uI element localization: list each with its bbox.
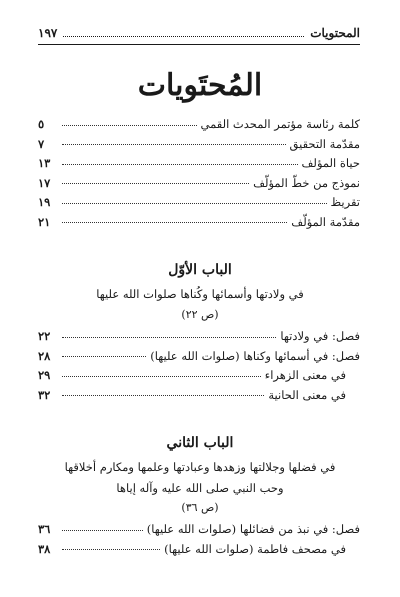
toc-entry-title: فصل: في أسمائها وكناها (صلوات الله عليها): [150, 348, 360, 363]
chapter-2-page-ref: (ص ٣٦): [181, 501, 219, 514]
toc-leader-dots: [62, 144, 286, 145]
toc-entry-page: ٢١: [38, 214, 51, 229]
header-page-number: ١٩٧: [38, 26, 58, 40]
toc-entry-title: حياة المؤلف: [301, 156, 360, 170]
toc-entry-title: في معنى الحانية: [268, 387, 346, 402]
toc-entry-page: ٣٢: [38, 387, 51, 402]
header-leader-dots: [63, 36, 304, 37]
toc-entry-page: ٣٨: [38, 541, 51, 556]
toc-entry[interactable]: [38, 540, 360, 560]
chapter-1-subtitle: في ولادتها وأسمائها وكُناها صلوات الله عليها: [96, 287, 304, 301]
toc-leader-dots: [62, 549, 160, 550]
toc-entry-title: تقريظ: [330, 195, 360, 209]
toc-entry-page: ٢٨: [38, 348, 51, 363]
toc-entry-page: ٣٦: [38, 522, 51, 536]
toc-entry[interactable]: [38, 115, 360, 135]
toc-leader-dots: [62, 125, 197, 126]
toc-leader-dots: [62, 203, 327, 204]
toc-leader-dots: [62, 164, 298, 165]
toc-leader-dots: [62, 222, 287, 223]
toc-entry-page: ٥: [38, 117, 45, 131]
toc-entry[interactable]: [38, 520, 360, 540]
chapter-2-heading: الباب الثاني: [166, 435, 234, 451]
toc-entry-title: نموذج من خطّ المؤلّف: [253, 175, 360, 190]
toc-leader-dots: [62, 530, 143, 531]
chapter-2-subtitle-line-2: وحب النبي صلى الله عليه وآله إياها: [116, 481, 284, 495]
toc-entry-title: مقدّمة التحقيق: [289, 136, 360, 151]
toc-entry[interactable]: [38, 347, 360, 367]
toc-entry-page: ١٣: [38, 156, 51, 170]
running-header: [38, 26, 360, 45]
toc-entry-title: كلمة رئاسة مؤتمر المحدث القمي: [200, 117, 360, 131]
toc-entry[interactable]: [38, 174, 360, 194]
toc-leader-dots: [62, 337, 276, 338]
toc-entry-page: ١٩: [38, 195, 51, 209]
toc-entry[interactable]: [38, 193, 360, 213]
toc-leader-dots: [62, 376, 261, 377]
toc-entry-title: في مصحف فاطمة (صلوات الله عليها): [164, 541, 346, 556]
toc-leader-dots: [62, 395, 264, 396]
toc-entry[interactable]: [38, 386, 360, 406]
toc-entry-page: ١٧: [38, 175, 51, 190]
toc-entry[interactable]: [38, 135, 360, 155]
toc-intro-list: [38, 115, 360, 232]
toc-entry-page: ٢٩: [38, 368, 51, 382]
toc-entry-title: فصل: في ولادتها: [280, 329, 360, 343]
toc-leader-dots: [62, 356, 146, 357]
toc-entry[interactable]: [38, 213, 360, 233]
toc-entry-page: ٢٢: [38, 329, 51, 343]
toc-entry[interactable]: [38, 154, 360, 174]
toc-entry[interactable]: [38, 366, 360, 386]
chapter-1-list: [38, 327, 360, 405]
toc-leader-dots: [62, 183, 249, 184]
toc-entry-title: مقدّمة المؤلّف: [291, 214, 360, 229]
header-title: المحتويات: [310, 26, 360, 40]
chapter-2-list: [38, 520, 360, 559]
chapter-2-subtitle-line-1: في فضلها وجلالتها وزهدها وعبادتها وعلمها ومكارم أخلاقها: [64, 460, 336, 474]
toc-entry-title: في معنى الزهراء: [264, 368, 346, 382]
chapter-1-heading: الباب الأوّل: [168, 262, 232, 278]
page-title: المُحتَويات: [137, 68, 263, 103]
chapter-1-page-ref: (ص ٢٢): [181, 308, 219, 321]
toc-entry-title: فصل: في نبذ من فضائلها (صلوات الله عليها): [146, 522, 360, 536]
toc-entry-page: ٧: [38, 136, 45, 151]
toc-entry[interactable]: [38, 327, 360, 347]
